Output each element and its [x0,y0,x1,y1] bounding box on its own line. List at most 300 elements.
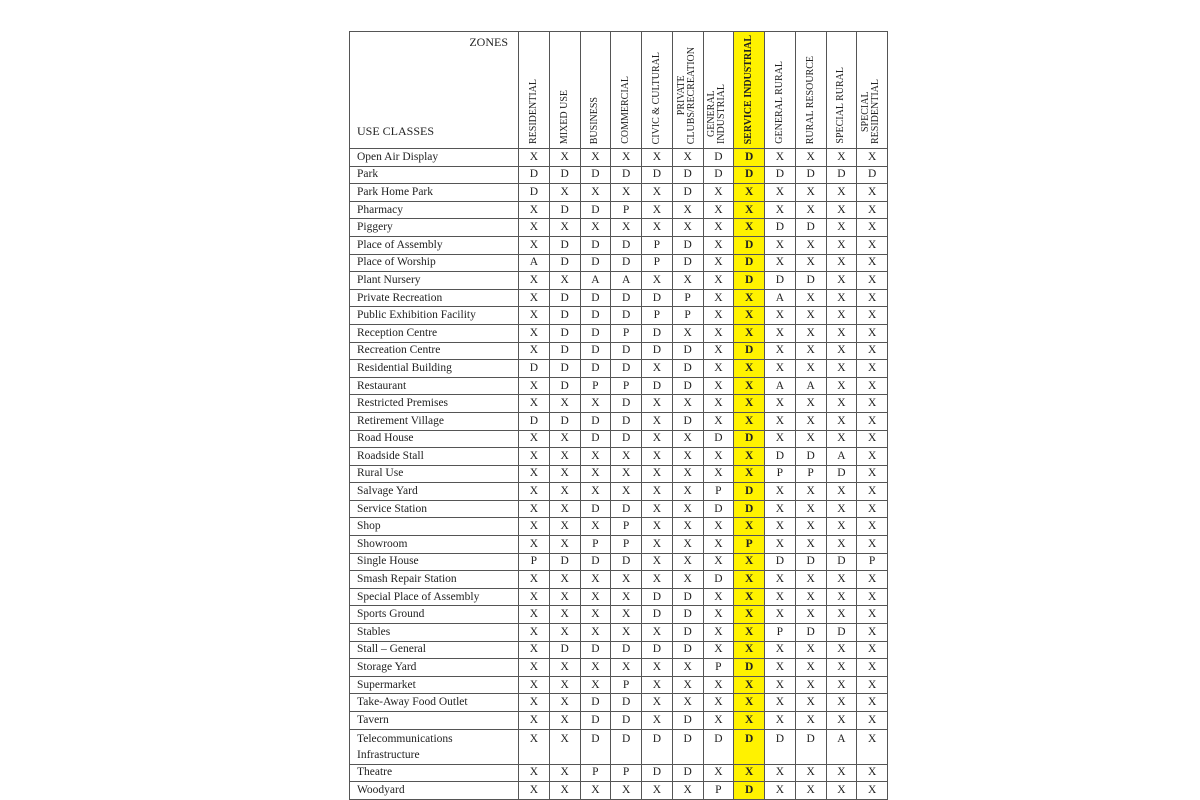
permission-cell: X [519,659,550,677]
permission-cell: X [765,536,796,554]
permission-cell: A [611,272,642,290]
permission-cell: X [642,694,673,712]
permission-cell: D [580,201,611,219]
permission-cell: X [549,395,580,413]
permission-cell: X [795,342,826,360]
permission-cell: X [857,659,888,677]
permission-cell: D [580,712,611,730]
permission-cell: X [549,729,580,764]
permission-cell: X [765,641,796,659]
use-class-name: Plant Nursery [350,272,519,290]
permission-cell: D [672,377,703,395]
permission-cell: D [734,166,765,184]
permission-cell: X [519,536,550,554]
zone-header-business [580,32,611,149]
permission-cell: X [672,483,703,501]
permission-cell: D [580,500,611,518]
permission-cell: X [580,465,611,483]
zone-header-text: RESIDENTIAL [870,79,882,144]
permission-cell: D [611,412,642,430]
permission-cell: X [826,395,857,413]
zone-header-text: SPECIAL [860,91,872,132]
permission-cell: A [765,289,796,307]
permission-cell: D [795,219,826,237]
permission-cell: D [549,342,580,360]
permission-cell: X [642,184,673,202]
permission-cell: X [857,588,888,606]
table-row [350,236,888,254]
permission-cell: D [642,729,673,764]
permission-cell: X [642,624,673,642]
permission-cell: D [765,729,796,764]
use-class-name: Shop [350,518,519,536]
permission-cell: D [580,729,611,764]
permission-cell: X [734,395,765,413]
table-row [350,588,888,606]
permission-cell: X [857,764,888,782]
permission-cell: X [580,606,611,624]
permission-cell: X [826,272,857,290]
permission-cell: X [703,236,734,254]
table-row [350,377,888,395]
permission-cell: X [765,254,796,272]
permission-cell: X [826,518,857,536]
permission-cell: P [765,624,796,642]
permission-cell: P [611,536,642,554]
permission-cell: X [672,659,703,677]
permission-cell: P [642,307,673,325]
permission-cell: X [519,764,550,782]
permission-cell: X [857,483,888,501]
permission-cell: X [611,606,642,624]
permission-cell: X [549,606,580,624]
table-row [350,659,888,677]
permission-cell: D [734,149,765,167]
permission-cell: X [703,201,734,219]
permission-cell: A [580,272,611,290]
permission-cell: P [580,536,611,554]
permission-cell: P [672,289,703,307]
permission-cell: X [857,676,888,694]
table-row [350,272,888,290]
use-class-name: Park Home Park [350,184,519,202]
permission-cell: P [580,764,611,782]
permission-cell: X [549,694,580,712]
permission-cell: X [519,588,550,606]
table-row [350,500,888,518]
permission-cell: D [519,360,550,378]
permission-cell: X [549,149,580,167]
zone-header-label [861,79,883,144]
table-row [350,676,888,694]
zone-header-text: BUSINESS [589,96,601,144]
use-class-name: Supermarket [350,676,519,694]
permission-cell: X [703,395,734,413]
permission-cell: P [703,483,734,501]
table-row [350,641,888,659]
permission-cell: X [642,430,673,448]
permission-cell: X [765,236,796,254]
permission-cell: X [734,360,765,378]
zone-header-special-rural [826,32,857,149]
permission-cell: D [580,430,611,448]
permission-cell: X [519,641,550,659]
permission-cell: D [580,641,611,659]
permission-cell: D [642,324,673,342]
permission-cell: D [734,254,765,272]
permission-cell: X [734,307,765,325]
permission-cell: X [703,712,734,730]
permission-cell: D [519,166,550,184]
use-class-name: Roadside Stall [350,448,519,466]
permission-cell: X [672,571,703,589]
permission-cell: D [580,289,611,307]
permission-cell: X [703,289,734,307]
permission-cell: X [519,500,550,518]
permission-cell: X [703,694,734,712]
permission-cell: D [519,412,550,430]
permission-cell: D [642,377,673,395]
permission-cell: D [765,219,796,237]
permission-cell: X [703,764,734,782]
permission-cell: X [826,712,857,730]
permission-cell: X [519,307,550,325]
permission-cell: P [672,307,703,325]
permission-cell: D [549,377,580,395]
permission-cell: X [642,219,673,237]
permission-cell: X [642,465,673,483]
zone-header-general-rural [765,32,796,149]
permission-cell: D [826,553,857,571]
permission-cell: D [672,624,703,642]
permission-cell: X [765,782,796,800]
zones-label: ZONES [469,35,508,49]
permission-cell: X [672,324,703,342]
permission-cell: X [826,184,857,202]
permission-cell: X [672,553,703,571]
table-row [350,729,888,764]
permission-cell: D [611,729,642,764]
permission-cell: D [580,412,611,430]
permission-cell: X [642,360,673,378]
table-row [350,360,888,378]
permission-cell: X [642,483,673,501]
permission-cell: D [642,641,673,659]
permission-cell: X [642,571,673,589]
permission-cell: P [765,465,796,483]
permission-cell: X [765,307,796,325]
permission-cell: X [765,764,796,782]
permission-cell: D [611,694,642,712]
permission-cell: P [703,782,734,800]
permission-cell: X [703,553,734,571]
use-class-name: Restaurant [350,377,519,395]
permission-cell: D [580,254,611,272]
permission-cell: D [795,272,826,290]
table-row [350,518,888,536]
permission-cell: D [642,166,673,184]
permission-cell: X [826,219,857,237]
permission-cell: X [734,694,765,712]
permission-cell: X [857,500,888,518]
permission-cell: X [672,500,703,518]
table-row [350,307,888,325]
permission-cell: A [826,448,857,466]
permission-cell: D [580,694,611,712]
zone-header-text: RESIDENTIAL [527,79,539,144]
permission-cell: X [672,676,703,694]
use-class-name: Single House [350,553,519,571]
permission-cell: P [642,254,673,272]
permission-cell: X [857,536,888,554]
permission-cell: X [549,624,580,642]
permission-cell: X [519,518,550,536]
permission-cell: D [642,342,673,360]
permission-cell: X [826,412,857,430]
permission-cell: X [734,641,765,659]
permission-cell: X [734,465,765,483]
zone-header-text: RURAL RESOURCE [804,55,816,144]
permission-cell: D [611,342,642,360]
permission-cell: D [580,166,611,184]
permission-cell: X [549,782,580,800]
permission-cell: D [549,412,580,430]
permission-cell: X [857,219,888,237]
permission-cell: X [519,624,550,642]
permission-cell: X [519,606,550,624]
permission-cell: X [703,360,734,378]
permission-cell: X [672,219,703,237]
permission-cell: D [826,465,857,483]
table-row [350,219,888,237]
table-row [350,254,888,272]
permission-cell: X [642,782,673,800]
permission-cell: X [549,219,580,237]
permission-cell: X [703,465,734,483]
permission-cell: X [795,641,826,659]
use-class-name: Road House [350,430,519,448]
permission-cell: X [826,782,857,800]
permission-cell: X [549,588,580,606]
permission-cell: X [765,518,796,536]
permission-cell: X [703,184,734,202]
permission-cell: X [703,412,734,430]
permission-cell: D [795,553,826,571]
permission-cell: D [826,624,857,642]
use-class-rows [350,149,888,800]
permission-cell: P [734,536,765,554]
permission-cell: X [795,289,826,307]
permission-cell: X [611,465,642,483]
permission-cell: X [826,149,857,167]
use-class-name: Sports Ground [350,606,519,624]
zone-header-text: PRIVATE [675,75,687,116]
permission-cell: X [549,676,580,694]
permission-cell: X [642,536,673,554]
permission-cell: D [580,236,611,254]
zone-header-label [707,84,729,144]
permission-cell: X [795,782,826,800]
use-class-name: Stables [350,624,519,642]
permission-cell: D [734,500,765,518]
table-row [350,166,888,184]
permission-cell: D [642,764,673,782]
permission-cell: X [642,272,673,290]
permission-cell: X [519,483,550,501]
permission-cell: D [672,184,703,202]
permission-cell: X [857,571,888,589]
permission-cell: D [611,360,642,378]
permission-cell: X [765,500,796,518]
zone-header-label [744,35,754,144]
zoning-table-container [349,31,887,798]
zone-header-label [529,79,539,144]
table-row [350,430,888,448]
use-class-name: Park [350,166,519,184]
permission-cell: D [611,289,642,307]
permission-cell: D [672,236,703,254]
permission-cell: X [519,289,550,307]
permission-cell: D [549,166,580,184]
permission-cell: D [857,166,888,184]
permission-cell: D [611,395,642,413]
permission-cell: D [519,184,550,202]
permission-cell: X [734,712,765,730]
permission-cell: D [734,659,765,677]
permission-cell: X [734,624,765,642]
zone-header-service-industrial [734,32,765,149]
zone-header-civic-cultural [642,32,673,149]
permission-cell: X [857,465,888,483]
permission-cell: X [765,571,796,589]
table-row [350,536,888,554]
permission-cell: X [826,307,857,325]
permission-cell: X [857,236,888,254]
permission-cell: X [519,712,550,730]
zone-header-label [652,52,662,144]
use-class-name: Take-Away Food Outlet [350,694,519,712]
zone-header-text: CIVIC & CULTURAL [650,51,662,144]
permission-cell: A [795,377,826,395]
permission-cell: X [672,201,703,219]
permission-cell: X [765,201,796,219]
permission-cell: X [826,430,857,448]
table-row [350,465,888,483]
permission-cell: X [734,448,765,466]
permission-cell: X [857,307,888,325]
permission-cell: D [795,448,826,466]
use-class-name: Public Exhibition Facility [350,307,519,325]
permission-cell: X [826,324,857,342]
permission-cell: D [734,729,765,764]
permission-cell: X [857,377,888,395]
permission-cell: X [519,448,550,466]
table-row [350,395,888,413]
permission-cell: X [580,676,611,694]
permission-cell: X [795,606,826,624]
permission-cell: X [519,377,550,395]
table-row [350,712,888,730]
use-class-name: Showroom [350,536,519,554]
permission-cell: X [672,694,703,712]
table-row [350,694,888,712]
permission-cell: X [826,377,857,395]
permission-cell: X [642,676,673,694]
permission-cell: X [734,676,765,694]
permission-cell: X [549,448,580,466]
permission-cell: P [611,518,642,536]
permission-cell: X [642,395,673,413]
permission-cell: X [826,659,857,677]
zone-header-text: CLUBS/RECREATION [685,46,697,144]
permission-cell: D [826,166,857,184]
permission-cell: X [795,360,826,378]
permission-cell: X [611,483,642,501]
permission-cell: X [765,324,796,342]
permission-cell: X [519,430,550,448]
permission-cell: X [765,430,796,448]
permission-cell: X [580,571,611,589]
corner-header-cell [350,32,519,149]
permission-cell: X [642,659,673,677]
permission-cell: X [580,483,611,501]
permission-cell: X [734,588,765,606]
permission-cell: X [549,518,580,536]
permission-cell: X [734,606,765,624]
permission-cell: X [795,307,826,325]
permission-cell: P [611,201,642,219]
permission-cell: X [703,624,734,642]
table-row [350,782,888,800]
permission-cell: X [765,606,796,624]
permission-cell: X [580,395,611,413]
permission-cell: X [580,659,611,677]
permission-cell: D [703,430,734,448]
permission-cell: P [580,377,611,395]
permission-cell: X [703,588,734,606]
permission-cell: X [795,430,826,448]
permission-cell: X [611,571,642,589]
permission-cell: D [549,553,580,571]
use-class-name: Woodyard [350,782,519,800]
permission-cell: D [765,272,796,290]
permission-cell: X [519,782,550,800]
permission-cell: D [549,641,580,659]
table-row [350,289,888,307]
permission-cell: X [765,360,796,378]
table-row [350,201,888,219]
permission-cell: X [580,588,611,606]
permission-cell: D [611,641,642,659]
permission-cell: D [549,201,580,219]
permission-cell: X [765,676,796,694]
zone-header-row [350,32,888,149]
permission-cell: X [642,553,673,571]
permission-cell: X [795,659,826,677]
permission-cell: X [580,149,611,167]
zone-header-label [621,76,631,144]
permission-cell: X [795,395,826,413]
permission-cell: X [519,676,550,694]
permission-cell: D [765,448,796,466]
permission-cell: X [642,412,673,430]
zone-header-text: COMMERCIAL [620,76,632,144]
use-class-name: Open Air Display [350,149,519,167]
permission-cell: X [826,694,857,712]
permission-cell: X [734,184,765,202]
permission-cell: X [826,676,857,694]
zone-header-label [806,56,816,144]
